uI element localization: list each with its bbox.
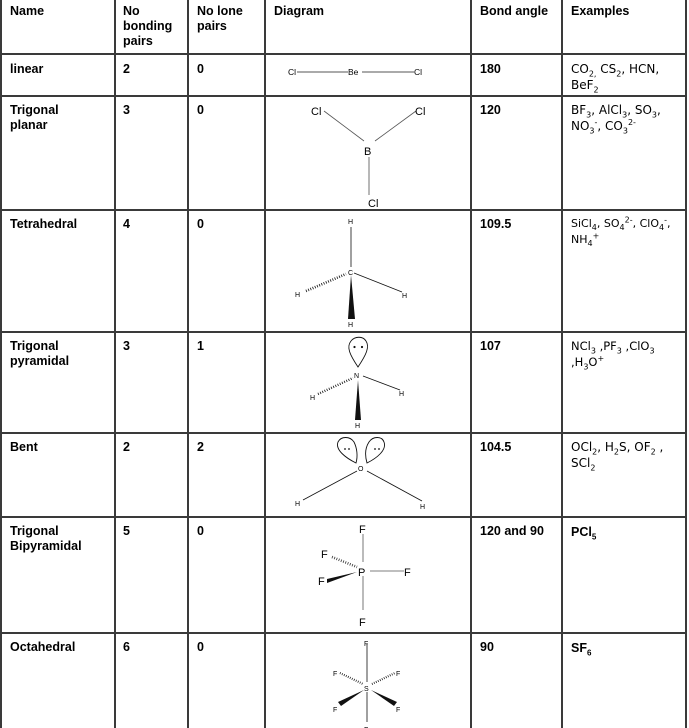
row-name: Tetrahedral: [10, 217, 78, 231]
row-bonding-pairs: 2: [123, 62, 130, 76]
row-lone-pairs: 2: [197, 440, 204, 454]
row-divider: [0, 53, 687, 55]
atom-label: P: [358, 567, 366, 579]
atom-label: F: [359, 524, 366, 536]
atom-label: N: [354, 373, 360, 380]
row-bond-angle: 90: [480, 640, 494, 654]
table-border-left: [0, 0, 2, 728]
row-name: linear: [10, 62, 44, 76]
row-bonding-pairs: 3: [123, 103, 130, 117]
column-divider: [470, 0, 472, 728]
atom-label: F: [359, 617, 366, 629]
table-border-right: [685, 0, 687, 728]
atom-label: F: [404, 567, 411, 579]
atom-label: Cl: [311, 106, 322, 118]
trigonal-planar-molecule-diagram: [266, 97, 470, 209]
atom-label: Cl: [414, 67, 423, 77]
atom-label: F: [364, 641, 369, 648]
row-name: Bent: [10, 440, 38, 454]
row-bond-angle: 107: [480, 339, 501, 353]
row-bond-angle: 109.5: [480, 217, 512, 231]
trigonal-bipyramidal-molecule-diagram: [266, 518, 470, 632]
atom-label: H: [295, 501, 301, 508]
row-examples: $BF_3$, AlCl$_3$, $SO_3$, $NO_3^-$, $CO_3^{2-}$: [571, 103, 661, 136]
header-diagram: Diagram: [274, 4, 325, 18]
name-line: planar: [10, 118, 48, 132]
row-bond-angle: 120: [480, 103, 501, 117]
row-bonding-pairs: 4: [123, 217, 130, 231]
name-line: Trigonal: [10, 524, 59, 538]
row-examples: $CO_{2,}$ $CS_2$, HCN, BeF$_2$: [571, 62, 660, 95]
atom-label: H: [420, 504, 426, 511]
atom-label: Cl: [288, 67, 297, 77]
atom-label: B: [364, 146, 372, 158]
row-bonding-pairs: 6: [123, 640, 130, 654]
row-name: [10, 524, 82, 554]
row-name: [10, 103, 59, 133]
bent-molecule-diagram: [266, 434, 470, 518]
row-lone-pairs: 0: [197, 103, 204, 117]
header-line: pairs: [123, 34, 153, 48]
row-bonding-pairs: 5: [123, 524, 130, 538]
row-bond-angle: 104.5: [480, 440, 512, 454]
atom-label: Be: [348, 67, 359, 77]
row-examples: $SF_6$: [571, 641, 592, 658]
atom-label: S: [364, 686, 369, 693]
atom-label: F: [318, 576, 325, 588]
row-name: Octahedral: [10, 640, 76, 654]
atom-label: F: [396, 707, 401, 714]
header-line: No: [123, 4, 140, 18]
header-line: bonding: [123, 19, 173, 33]
column-divider: [187, 0, 189, 728]
row-examples: SiCl$_4$, $SO_4^{2-}$, ClO$_4$-, $NH_4^+$: [571, 215, 671, 249]
atom-label: F: [333, 707, 338, 714]
row-lone-pairs: 0: [197, 524, 204, 538]
header-line: No lone: [197, 4, 243, 18]
atom-label: O: [358, 466, 364, 473]
row-bond-angle: 120 and 90: [480, 524, 544, 538]
name-line: Trigonal: [10, 103, 59, 117]
atom-label: Cl: [415, 106, 426, 118]
row-examples: NCl$_3$ $,PF_3$ ,ClO$_3$ $,H_3O^+$: [571, 339, 655, 372]
column-divider: [561, 0, 563, 728]
row-bonding-pairs: 2: [123, 440, 130, 454]
row-examples: PCl$_5$: [571, 525, 597, 542]
name-line: Trigonal: [10, 339, 59, 353]
octahedral-molecule-diagram: [266, 634, 470, 728]
header-lone-pairs: [197, 4, 243, 34]
atom-label: F: [321, 549, 328, 561]
header-bond-angle: Bond angle: [480, 4, 549, 18]
atom-label: Cl: [368, 198, 379, 210]
atom-label: C: [348, 270, 354, 277]
atom-label: H: [310, 395, 316, 402]
name-line: pyramidal: [10, 354, 70, 368]
row-lone-pairs: 0: [197, 62, 204, 76]
atom-label: H: [295, 292, 301, 299]
atom-label: F: [396, 671, 401, 678]
atom-label: H: [355, 423, 361, 430]
linear-molecule-diagram: [266, 56, 470, 94]
row-lone-pairs: 0: [197, 217, 204, 231]
atom-label: H: [348, 219, 354, 226]
row-name: [10, 339, 69, 369]
header-examples: Examples: [571, 4, 630, 18]
row-lone-pairs: 1: [197, 339, 204, 353]
column-divider: [114, 0, 116, 728]
header-name: Name: [10, 4, 45, 18]
header-bonding-pairs: [123, 4, 172, 49]
row-bonding-pairs: 3: [123, 339, 130, 353]
atom-label: H: [348, 322, 354, 329]
row-bond-angle: 180: [480, 62, 501, 76]
atom-label: F: [333, 671, 338, 678]
row-examples: OCl$_2$, $H_2S$, $OF_2$ , SCl$_2$: [571, 440, 664, 473]
header-line: pairs: [197, 19, 227, 33]
atom-label: H: [402, 293, 408, 300]
tetrahedral-molecule-diagram: [266, 211, 470, 331]
atom-label: H: [399, 391, 405, 398]
row-lone-pairs: 0: [197, 640, 204, 654]
name-line: Bipyramidal: [10, 539, 82, 553]
trigonal-pyramidal-molecule-diagram: [266, 333, 470, 433]
